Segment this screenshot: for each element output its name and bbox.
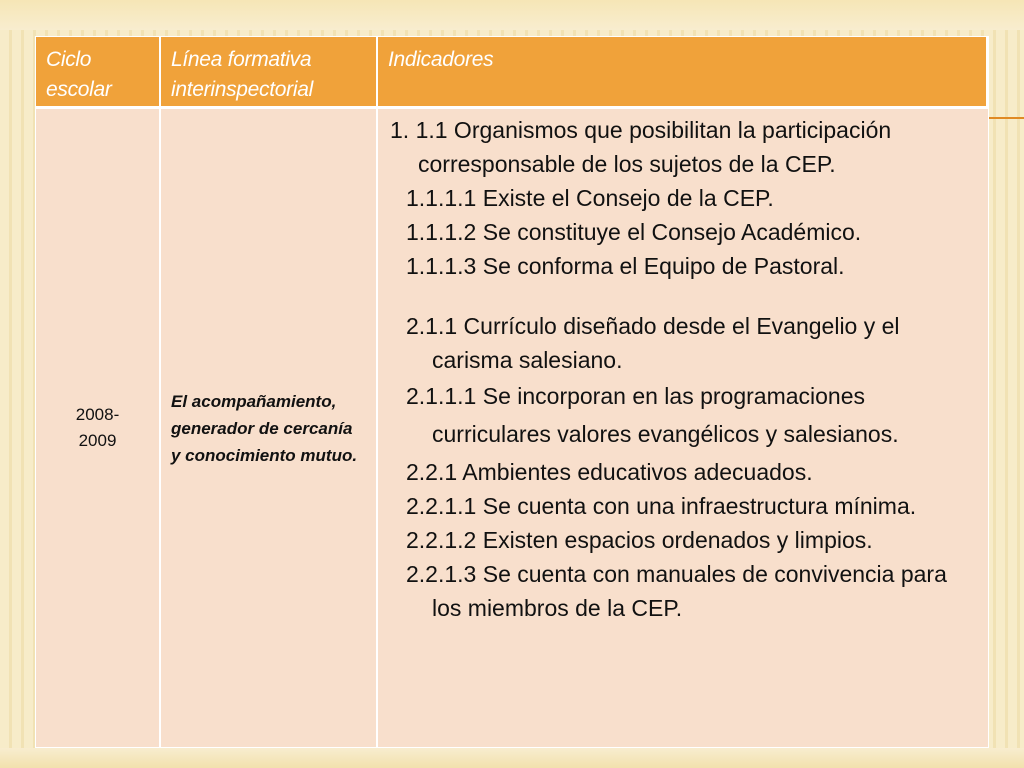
header-linea-formativa: Línea formativa interinspectorial [161, 37, 378, 109]
indicator-item: 1.1.1.2 Se constituye el Consejo Académico. [406, 219, 862, 245]
indicator-item: 2.1.1.1 Se incorporan en las programaciones curriculares valores evangélicos y salesianos. [406, 383, 899, 447]
indicator-item: 2.1.1 Currículo diseñado desde el Evangelio y el carisma salesiano. [406, 313, 900, 373]
cell-indicadores [378, 109, 988, 747]
header-indicadores: Indicadores [378, 37, 988, 109]
indicator-item: 1.1.1.1 Existe el Consejo de la CEP. [406, 185, 774, 211]
year-text: 2008-2009 [75, 405, 120, 450]
cell-ciclo-escolar [36, 109, 161, 747]
indicator-item: 1. 1.1 Organismos que posibilitan la participación corresponsable de los sujetos de la CEP. [390, 117, 892, 177]
decorative-accent-line [988, 117, 1024, 119]
indicator-item: 1.1.1.3 Se conforma el Equipo de Pastoral. [406, 253, 845, 279]
cell-linea-formativa [161, 109, 378, 747]
indicator-item: 2.2.1.3 Se cuenta con manuales de convivencia para los miembros de la CEP. [406, 561, 947, 621]
indicator-item: 2.2.1.2 Existen espacios ordenados y limpios. [406, 527, 873, 553]
header-ciclo-escolar: Ciclo escolar [36, 37, 161, 109]
indicator-item: 2.2.1 Ambientes educativos adecuados. [406, 459, 813, 485]
indicators-table [35, 36, 989, 748]
linea-text: El acompañamiento, generador de cercanía y conocimiento mutuo. [171, 391, 358, 465]
slide-bottom-border [0, 748, 1024, 768]
slide-top-border [0, 0, 1024, 30]
indicator-item: 2.2.1.1 Se cuenta con una infraestructura mínima. [406, 493, 917, 519]
